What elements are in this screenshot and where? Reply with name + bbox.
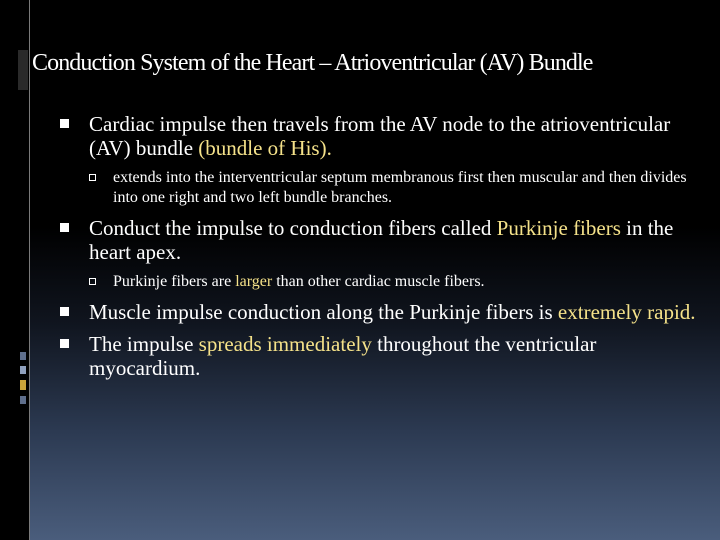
left-vertical-rule: [29, 0, 30, 540]
highlighted-text: extremely rapid.: [557, 300, 696, 324]
sub-bullet-text: extends into the interventricular septum membranous first then muscular and then divides into one right and two left bundle branches.: [113, 169, 687, 206]
bullet-text: in the heart apex.: [89, 216, 674, 264]
accent-square: [20, 380, 26, 390]
title-marker-block: [18, 50, 28, 90]
bullet-text: Conduct the impulse to conduction fibers called: [89, 216, 497, 240]
hollow-square-bullet-icon: [89, 174, 96, 181]
highlighted-text: spreads immediately: [198, 332, 372, 356]
slide-body: [60, 112, 700, 388]
square-bullet-icon: [60, 339, 69, 348]
accent-square: [20, 396, 26, 404]
sub-bullet-point: [60, 272, 700, 292]
bullet-text: Cardiac impulse then travels from the AV node to the atrioventricular (AV) bundle: [89, 112, 671, 160]
square-bullet-icon: [60, 119, 69, 128]
sub-bullet-text: Purkinje fibers are: [113, 273, 236, 290]
highlighted-text: larger: [235, 273, 273, 290]
bullet-point: [60, 300, 700, 324]
bullet-text: Muscle impulse conduction along the Purkinje fibers is: [89, 300, 558, 324]
square-bullet-icon: [60, 223, 69, 232]
accent-square: [20, 352, 26, 360]
bullet-point: [60, 332, 700, 380]
hollow-square-bullet-icon: [89, 278, 96, 285]
bullet-point: [60, 216, 700, 264]
square-bullet-icon: [60, 307, 69, 316]
sub-bullet-text: than other cardiac muscle fibers.: [272, 273, 485, 290]
slide-title: Conduction System of the Heart – Atrioventricular (AV) Bundle: [32, 50, 593, 76]
accent-square: [20, 366, 26, 374]
bullet-text: throughout the ventricular myocardium.: [89, 332, 597, 380]
sub-bullet-point: [60, 168, 700, 208]
highlighted-text: Purkinje fibers: [496, 216, 621, 240]
bullet-point: [60, 112, 700, 160]
highlighted-text: (bundle of His).: [198, 136, 332, 160]
bullet-text: The impulse: [89, 332, 199, 356]
